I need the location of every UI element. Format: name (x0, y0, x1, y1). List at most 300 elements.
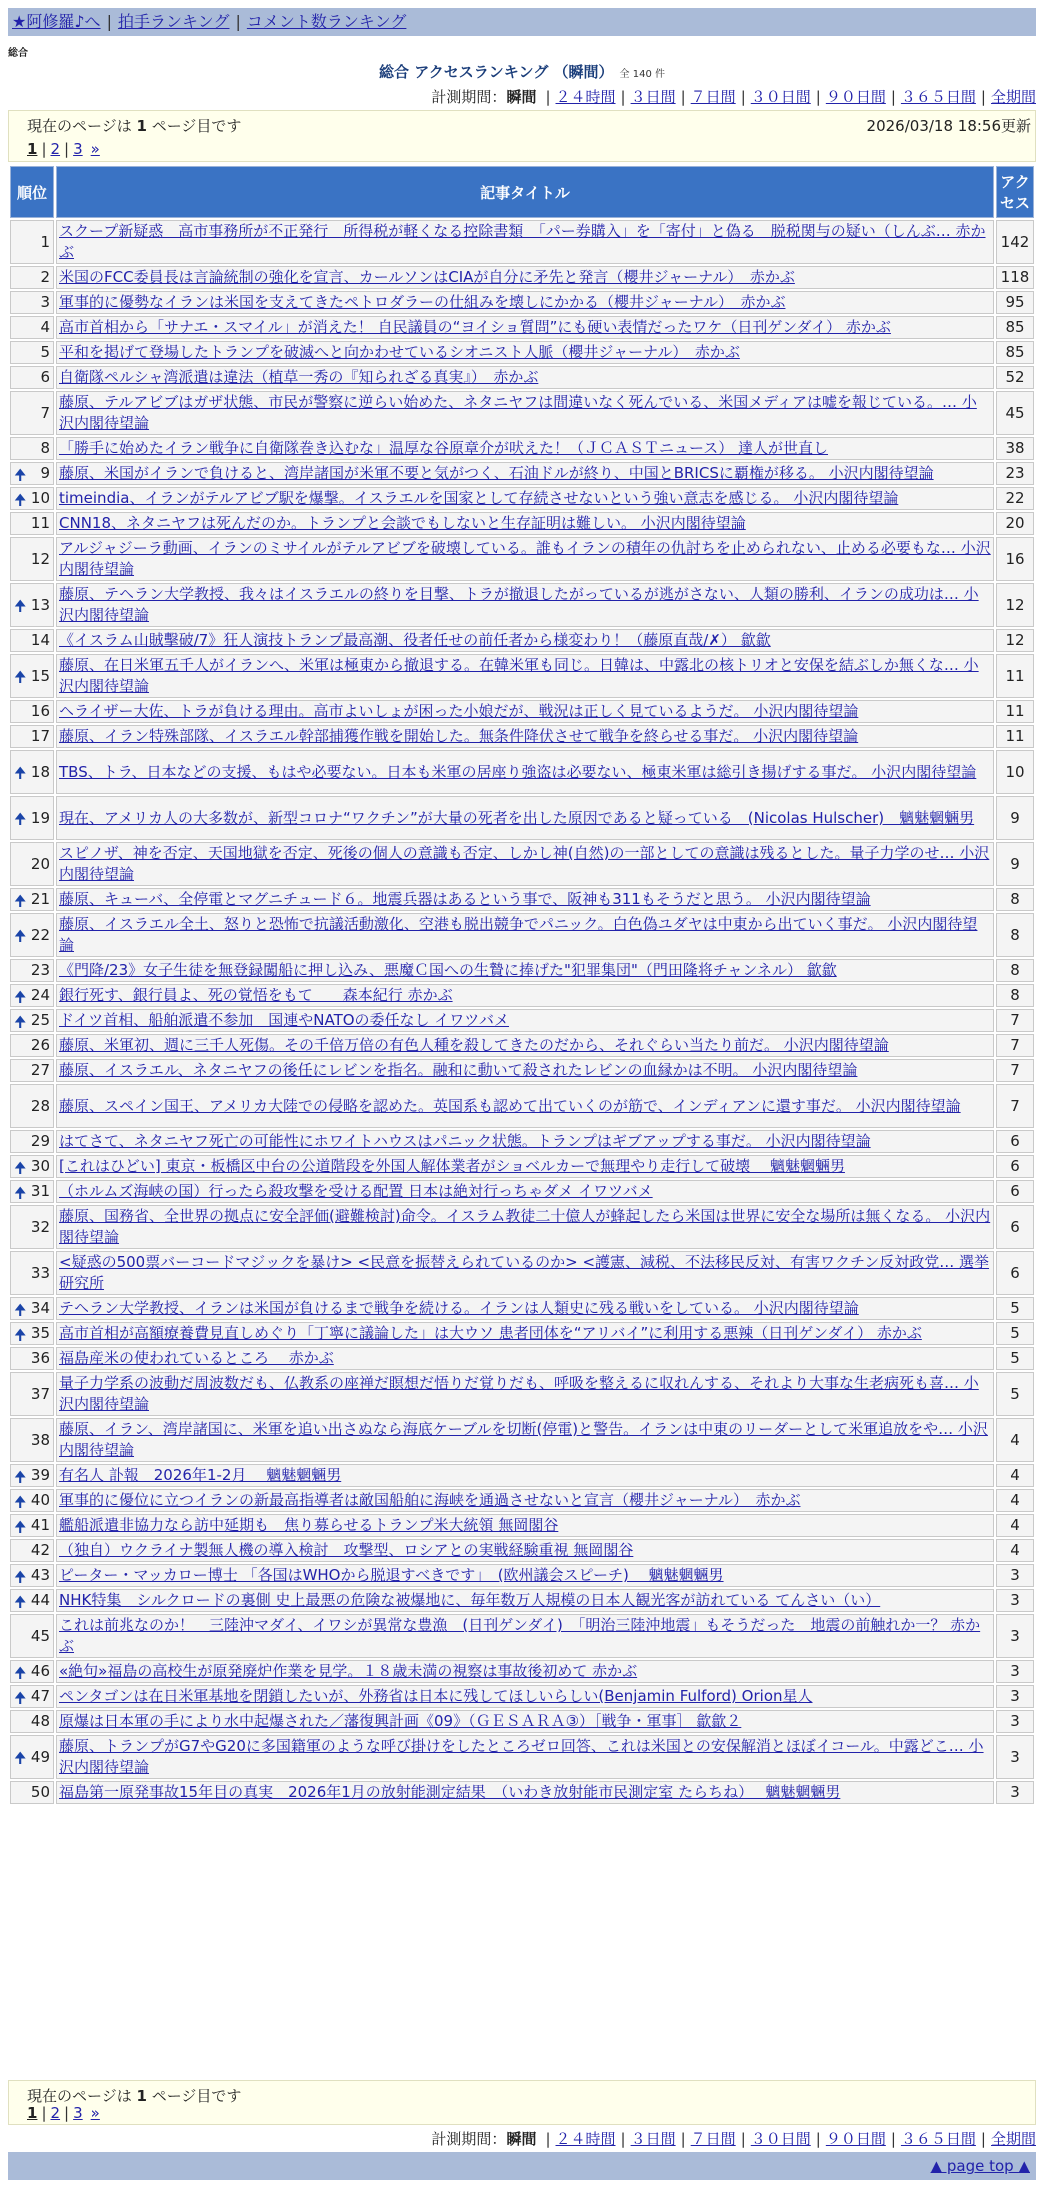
title-cell (56, 512, 994, 535)
rank-number: 25 (30, 1011, 50, 1029)
rank-up-icon: 🠉 (14, 597, 27, 615)
rank-number: 46 (30, 1662, 50, 1680)
table-row (10, 1781, 1034, 1804)
article-title-link[interactable]: 軍事的に優位に立つイランの新最高指導者は敵国船舶に海峡を通過させないと宣言（櫻井ジャーナル） 赤かぶ (59, 1491, 801, 1509)
article-title-link[interactable]: timeindia、イランがテルアビブ駅を爆撃。イスラエルを国家として存続させないという強い意志を感じる。 小沢内閣待望論 (59, 489, 899, 507)
rank-up-icon: 🠉 (14, 1592, 27, 1611)
rank-cell (10, 341, 54, 364)
article-title-link[interactable]: 艦船派遣非協力なら訪中延期も 焦り募らせるトランプ米大統領 無岡閣谷 (59, 1516, 559, 1534)
article-title-link[interactable]: <疑惑の500票バーコードマジックを暴け> <民意を振替えられているのか> <護憲、減税、不法移民反対、有害ワクチン反対政党… 選挙研究所 (59, 1253, 990, 1292)
table-row (10, 629, 1034, 652)
rank-number: 7 (40, 403, 50, 422)
access-count: 85 (996, 316, 1034, 339)
table-row (10, 842, 1034, 886)
period-label: 計測期間： (431, 88, 507, 106)
next-page-link[interactable]: » (90, 2104, 100, 2122)
access-count: 3 (996, 1685, 1034, 1708)
access-count: 8 (996, 984, 1034, 1007)
title-cell (56, 1034, 994, 1057)
page-title (0, 61, 1044, 82)
rank-number: 41 (30, 1516, 50, 1534)
rank-number: 26 (30, 1036, 50, 1054)
rank-number: 6 (40, 368, 50, 386)
article-title-link[interactable]: ピーター・マッカロー博士 「各国はWHOから脱退すべきです」 (欧州議会スピーチ) 魑魅魍魎男 (59, 1566, 724, 1584)
table-row (10, 700, 1034, 723)
rank-cell (10, 1685, 54, 1708)
title-cell (56, 462, 994, 485)
rank-number: 35 (30, 1324, 50, 1342)
table-row (10, 796, 1034, 840)
rank-cell (10, 984, 54, 1007)
pagination-box-bottom (8, 2080, 1036, 2125)
rank-up-icon: 🠉 (14, 810, 27, 828)
table-row (10, 1059, 1034, 1082)
rank-number: 42 (30, 1541, 50, 1559)
access-count: 5 (996, 1297, 1034, 1320)
table-row (10, 1205, 1034, 1249)
table-row (10, 1009, 1034, 1032)
article-title-link[interactable]: 藤原、スペイン国王、アメリカ大陸での侵略を認めた。英国系も認めて出ていくのが筋で、インディアンに還す事だ。 小沢内閣待望論 (59, 1096, 961, 1115)
rank-cell (10, 487, 54, 510)
ranking-table (8, 164, 1036, 1806)
page-links (27, 140, 100, 158)
rank-cell (10, 1155, 54, 1178)
page-link[interactable]: 3 (73, 2104, 83, 2122)
period-option[interactable]: ９０日間 (825, 88, 886, 106)
rank-cell (10, 888, 54, 911)
rank-cell (10, 654, 54, 698)
rank-cell (10, 1589, 54, 1612)
article-title-link[interactable]: TBS、トラ、日本などの支援、もはや必要ない。日本も米軍の居座り強盗は必要ない、極東米軍は総引き揚げする事だ。 小沢内閣待望論 (59, 762, 977, 781)
access-count: 8 (996, 959, 1034, 982)
title-cell (56, 1735, 994, 1779)
rank-up-icon: 🠉 (14, 668, 27, 686)
access-count: 4 (996, 1539, 1034, 1562)
article-title-link[interactable]: 高市首相が高額療養費見直しめぐり「丁寧に議論した」は大ウソ 患者団体を“アリバイ”に利用する悪辣（日刊ゲンダイ） 赤かぶ (59, 1324, 922, 1342)
table-row (10, 1589, 1034, 1612)
article-title-link[interactable]: スクープ新疑惑 高市事務所が不正発行 所得税が軽くなる控除書類 「パー券購入」を「寄付」と偽る 脱税関与の疑い（しんぶ… 赤かぶ (59, 222, 986, 261)
rank-number: 36 (30, 1349, 50, 1367)
table-row (10, 512, 1034, 535)
title-cell (56, 1418, 994, 1462)
article-title-link[interactable]: 福島第一原発事故15年目の真実 2026年1月の放射能測定結果 （いわき放射能市民測定室 たらちね） 魑魅魍魎男 (59, 1783, 841, 1801)
rank-number: 31 (30, 1182, 50, 1200)
article-title-link[interactable]: 藤原、イラン、湾岸諸国に、米軍を追い出さぬなら海底ケーブルを切断(停電)と警告。イランは中東のリーダーとして米軍追放をや… 小沢内閣待望論 (59, 1420, 988, 1459)
rank-number: 5 (40, 343, 50, 361)
access-count: 4 (996, 1464, 1034, 1487)
rank-cell (10, 1180, 54, 1203)
title-cell (56, 1372, 994, 1416)
top-nav-bar (8, 8, 1036, 36)
period-separator: | (545, 2130, 551, 2148)
article-title-link[interactable]: （独自）ウクライナ製無人機の導入検討 攻撃型、ロシアとの実戦経験重視 無岡閣谷 (59, 1541, 634, 1559)
comment-ranking-link[interactable]: コメント数ランキング (246, 12, 407, 31)
rank-number: 34 (30, 1299, 50, 1317)
article-title-link[interactable]: 藤原、テヘラン大学教授、我々はイスラエルの終りを目撃、トラが撤退したがっているが逃がさない、人類の勝利、イランの成功は… 小沢内閣待望論 (59, 585, 979, 624)
page-separator: | (64, 140, 70, 158)
title-cell (56, 1205, 994, 1249)
rank-cell (10, 437, 54, 460)
rank-up-icon: 🠉 (14, 1467, 27, 1486)
rank-cell (10, 1514, 54, 1537)
access-count: 38 (996, 437, 1034, 460)
article-title-link[interactable]: 《門降/23》女子生徒を無登録闖船に押し込み、悪魔Ｃ国への生贄に捧げた"犯罪集団"（門田隆将チャンネル） 歙歙 (59, 961, 837, 979)
article-title-link[interactable]: スピノザ、神を否定、天国地獄を否定、死後の個人の意識も否定、しかし神(自然)の一部としての意識は残るとした。量子力学のせ… 小沢内閣待望論 (59, 844, 990, 883)
article-title-link[interactable]: 藤原、米国がイランで負けると、湾岸諸国が米軍不要と気がつく、石油ドルが終り、中国とBRICSに覇権が移る。 小沢内閣待望論 (59, 464, 934, 482)
table-row (10, 487, 1034, 510)
table-row (10, 1539, 1034, 1562)
title-cell (56, 700, 994, 723)
rank-number: 47 (30, 1687, 50, 1705)
article-title-link[interactable]: CNN18、ネタニヤフは死んだのか。トランプと会談でもしないと生存証明は難しい。 小沢内閣待望論 (59, 514, 746, 532)
article-title-link[interactable]: 藤原、テルアビブはガザ状態、市民が警察に逆らい始めた、ネタニヤフは間違いなく死んでいる、米国メディアは嘘を報じている。… 小沢内閣待望論 (59, 393, 977, 432)
title-cell (56, 984, 994, 1007)
period-option[interactable]: ３０日間 (750, 2130, 811, 2148)
table-row (10, 341, 1034, 364)
article-title-link[interactable]: 《イスラム山賊擊破/7》狂人演技トランプ最高潮、役者任せの前任者から様変わり！（藤原直哉/✗） 歙歙 (59, 631, 771, 649)
rank-number: 39 (30, 1466, 50, 1484)
rank-number: 2 (40, 268, 50, 286)
rank-number: 12 (30, 549, 50, 568)
next-page-link[interactable]: » (90, 140, 100, 158)
nav-separator: | (106, 12, 112, 31)
rank-number: 18 (30, 762, 50, 781)
article-title-link[interactable]: 藤原、イラン特殊部隊、イスラエル幹部捕獲作戦を開始した。無条件降伏させて戦争を終らせる事だ。 小沢内閣待望論 (59, 727, 859, 745)
rank-up-icon: 🠉 (14, 1663, 27, 1682)
rank-cell (10, 1009, 54, 1032)
period-selector-bottom (431, 2128, 1036, 2149)
article-title-link[interactable]: ペンタゴンは在日米軍基地を閉鎖したいが、外務省は日本に残してほしいらしい(Benjamin Fulford) Orion星人 (59, 1687, 813, 1705)
title-cell (56, 959, 994, 982)
period-separator: | (620, 2130, 626, 2148)
article-title-link[interactable]: 有名人 訃報 2026年1-2月 魑魅魍魎男 (59, 1466, 342, 1484)
title-cell (56, 1251, 994, 1295)
period-option[interactable]: ９０日間 (825, 2130, 886, 2148)
period-option[interactable]: 全期間 (990, 88, 1036, 106)
rank-cell (10, 796, 54, 840)
access-count: 52 (996, 366, 1034, 389)
article-title-link[interactable]: ヘライザー大佐、トラが負ける理由。高市よいしょが困った小娘だが、戦況は正しく見ているようだ。 小沢内閣待望論 (59, 702, 859, 720)
table-row (10, 583, 1034, 627)
col-access-header: アクセス (996, 166, 1034, 218)
period-option[interactable]: ３６５日間 (900, 88, 976, 106)
rank-cell (10, 291, 54, 314)
rank-cell (10, 462, 54, 485)
table-row (10, 1489, 1034, 1512)
rank-cell (10, 1347, 54, 1370)
article-title-link[interactable]: 藤原、国務省、全世界の拠点に安全評価(避難検討)命令。イスラム教徒二十億人が蜂起したら米国は世界に安全な場所は無くなる。 小沢内閣待望論 (59, 1207, 991, 1246)
article-title-link[interactable]: 藤原、トランプがG7やG20に多国籍軍のような呼び掛けをしたところゼロ回答、これは米国との安保解消とほぼイコール。中露どこ… 小沢内閣待望論 (59, 1737, 984, 1776)
table-row (10, 537, 1034, 581)
title-cell (56, 1614, 994, 1658)
rank-number: 15 (30, 666, 50, 685)
title-cell (56, 1180, 994, 1203)
rank-cell (10, 1205, 54, 1249)
table-row (10, 1418, 1034, 1462)
rank-cell (10, 583, 54, 627)
period-current: 瞬間 (506, 88, 537, 106)
title-cell (56, 654, 994, 698)
current-page-suffix: ページ目です (151, 2087, 242, 2105)
rank-cell (10, 1130, 54, 1153)
table-row (10, 266, 1034, 289)
period-separator: | (680, 88, 686, 106)
bottom-bar (8, 2152, 1036, 2180)
clap-ranking-link[interactable]: 拍手ランキング (117, 12, 230, 31)
rank-number: 16 (30, 702, 50, 720)
period-option[interactable]: ２４時間 (555, 88, 616, 106)
title-cell (56, 391, 994, 435)
rank-cell (10, 1710, 54, 1733)
rank-number: 4 (40, 318, 50, 336)
page-link[interactable]: 2 (50, 2104, 61, 2122)
article-title-link[interactable]: 福島産米の使われているところ 赤かぶ (59, 1349, 334, 1367)
article-title-link[interactable]: 量子力学系の波動だ周波数だも、仏教系の座禅だ瞑想だ悟りだ覚りだも、呼吸を整えるに収れんする、それより大事な生老病死も喜… 小沢内閣待望論 (59, 1374, 979, 1413)
title-cell (56, 725, 994, 748)
rank-up-icon: 🠉 (14, 490, 27, 509)
rank-number: 9 (40, 464, 50, 482)
access-count: 6 (996, 1205, 1034, 1249)
access-count: 3 (996, 1660, 1034, 1683)
article-title-link[interactable]: はてさて、ネタニヤフ死亡の可能性にホワイトハウスはパニック状態。トランプはギブアップする事だ。 小沢内閣待望論 (59, 1132, 871, 1150)
rank-up-icon: 🠉 (14, 1749, 27, 1767)
table-row (10, 1710, 1034, 1733)
table-row (10, 1347, 1034, 1370)
current-page-prefix: 現在のページは (27, 117, 132, 135)
article-title-link[interactable]: 自衛隊ペルシャ湾派遣は違法（植草一秀の『知られざる真実』） 赤かぶ (59, 368, 539, 386)
table-row (10, 1564, 1034, 1587)
access-count: 7 (996, 1034, 1034, 1057)
access-count: 85 (996, 341, 1034, 364)
period-separator: | (980, 88, 986, 106)
period-option[interactable]: ３０日間 (750, 88, 811, 106)
rank-cell (10, 512, 54, 535)
table-row (10, 750, 1034, 794)
rank-up-icon: 🠉 (14, 1158, 27, 1177)
title-cell (56, 1347, 994, 1370)
title-cell (56, 487, 994, 510)
period-separator: | (890, 88, 896, 106)
period-separator: | (545, 88, 551, 106)
period-separator: | (890, 2130, 896, 2148)
rank-cell (10, 1084, 54, 1128)
title-cell (56, 1589, 994, 1612)
rank-number: 13 (30, 595, 50, 614)
table-row (10, 1130, 1034, 1153)
table-row (10, 654, 1034, 698)
article-title-link[interactable]: 藤原、キューバ、全停電とマグニチュード６。地震兵器はあるという事で、阪神も311もそうだと思う。 小沢内閣待望論 (59, 890, 871, 908)
current-page-text (27, 2085, 241, 2106)
article-title-link[interactable]: 軍事的に優勢なイランは米国を支えてきたペトロダラーの仕組みを壊しにかかる（櫻井ジャーナル） 赤かぶ (59, 293, 786, 311)
title-cell (56, 316, 994, 339)
period-option[interactable]: ７日間 (690, 88, 736, 106)
access-count: 3 (996, 1735, 1034, 1779)
rank-cell (10, 1372, 54, 1416)
table-row (10, 1322, 1034, 1345)
table-row (10, 1180, 1034, 1203)
article-title-link[interactable]: NHK特集 シルクロードの裏側 史上最悪の危険な被爆地に、毎年数万人規模の日本人観光客が訪れている てんさい（い） (59, 1591, 881, 1609)
article-title-link[interactable]: アルジャジーラ動画、イランのミサイルがテルアビブを破壊している。誰もイランの積年の仇討ちを止められない、止める必要もな… 小沢内閣待望論 (59, 539, 991, 578)
access-count: 8 (996, 913, 1034, 957)
rank-cell (10, 366, 54, 389)
rank-number: 50 (30, 1783, 50, 1801)
table-row (10, 291, 1034, 314)
access-count: 3 (996, 1781, 1034, 1804)
access-count: 7 (996, 1009, 1034, 1032)
title-cell (56, 1539, 994, 1562)
article-title-link[interactable]: 現在、アメリカ人の大多数が、新型コロナ“ワクチン”が大量の死者を出した原因であると疑っている (Nicolas Hulscher) 魑魅魍魎男 (59, 808, 975, 827)
article-title-link[interactable]: «絶句»福島の高校生が原発廃炉作業を見学。１８歳未満の視察は事故後初めて 赤かぶ (59, 1662, 638, 1680)
rank-cell (10, 1614, 54, 1658)
article-title-link[interactable]: テヘラン大学教授、イランは米国が負けるまで戦争を続ける。イランは人類史に残る戦いをしている。 小沢内閣待望論 (59, 1299, 859, 1317)
col-title-header: 記事タイトル (56, 166, 994, 218)
rank-up-icon: 🠉 (14, 1567, 27, 1586)
title-cell (56, 1564, 994, 1587)
access-count: 3 (996, 1614, 1034, 1658)
rank-up-icon: 🠉 (14, 1325, 27, 1344)
page-separator: | (41, 140, 47, 158)
access-count: 5 (996, 1322, 1034, 1345)
home-link[interactable]: ★阿修羅♪へ (12, 12, 101, 31)
access-count: 23 (996, 462, 1034, 485)
period-option[interactable]: ３６５日間 (900, 2130, 976, 2148)
rank-cell (10, 266, 54, 289)
title-cell (56, 1084, 994, 1128)
title-cell (56, 1130, 994, 1153)
rank-up-icon: 🠉 (14, 1012, 27, 1031)
rank-cell (10, 1297, 54, 1320)
rank-cell (10, 1564, 54, 1587)
rank-cell (10, 1251, 54, 1295)
article-title-link[interactable]: [これはひどい] 東京・板橋区中台の公道階段を外国人解体業者がショベルカーで無理やり走行して破壊 魑魅魍魎男 (59, 1157, 845, 1175)
title-cell (56, 437, 994, 460)
access-count: 12 (996, 629, 1034, 652)
table-row (10, 725, 1034, 748)
rank-number: 11 (30, 514, 50, 532)
rank-number: 29 (30, 1132, 50, 1150)
period-option[interactable]: 全期間 (990, 2130, 1036, 2148)
access-count: 6 (996, 1180, 1034, 1203)
current-page-number: 1 (136, 117, 147, 135)
period-separator: | (815, 88, 821, 106)
article-title-link[interactable]: 「勝手に始めたイラン戦争に自衛隊巻き込むな」温厚な谷原章介が吠えた！（ＪＣＡＳＴニュース） 達人が世直し (59, 439, 829, 457)
article-title-link[interactable]: 藤原、イスラエル全土、怒りと恐怖で抗議活動激化、空港も脱出競争でパニック。白色偽ユダヤは中東から出ていく事だ。 小沢内閣待望論 (59, 915, 978, 954)
page-link[interactable]: 3 (73, 140, 83, 158)
rank-cell (10, 1059, 54, 1082)
page-link[interactable]: 2 (50, 140, 61, 158)
access-count: 45 (996, 391, 1034, 435)
table-row (10, 1685, 1034, 1708)
rank-number: 30 (30, 1157, 50, 1175)
access-count: 3 (996, 1589, 1034, 1612)
table-row (10, 220, 1034, 264)
period-label: 計測期間： (431, 2130, 507, 2148)
access-count: 3 (996, 1710, 1034, 1733)
access-count: 12 (996, 583, 1034, 627)
rank-cell (10, 316, 54, 339)
access-count: 20 (996, 512, 1034, 535)
rank-cell (10, 700, 54, 723)
period-option[interactable]: ３日間 (630, 2130, 676, 2148)
access-count: 9 (996, 842, 1034, 886)
table-row (10, 1297, 1034, 1320)
rank-number: 24 (30, 986, 50, 1004)
title-cell (56, 1489, 994, 1512)
access-count: 6 (996, 1155, 1034, 1178)
access-count: 118 (996, 266, 1034, 289)
period-selector (431, 86, 1036, 107)
table-row (10, 1155, 1034, 1178)
rank-number: 14 (30, 631, 50, 649)
current-page-number: 1 (136, 2087, 147, 2105)
article-title-link[interactable]: これは前兆なのか！ 三陸沖マダイ、イワシが異常な豊漁 (日刊ゲンダイ) 「明治三陸沖地震」もそうだった 地震の前触れか一？ 赤かぶ (59, 1616, 981, 1655)
article-title-link[interactable]: 原爆は日本軍の手により水中起爆された／藩復興計画《09》（ＧＥＳＡＲＡ③）［戦争・軍事］ 歙歙２ (59, 1712, 742, 1730)
access-count: 5 (996, 1347, 1034, 1370)
period-option[interactable]: ７日間 (690, 2130, 736, 2148)
table-row (10, 391, 1034, 435)
category-label: 総合 (8, 48, 28, 59)
access-count: 4 (996, 1418, 1034, 1462)
article-title-link[interactable]: 藤原、米軍初、週に三千人死傷。その千倍万倍の有色人種を殺してきたのだから、それぐらい当たり前だ。 小沢内閣待望論 (59, 1036, 889, 1054)
rank-cell (10, 220, 54, 264)
rank-number: 37 (30, 1384, 50, 1403)
rank-number: 44 (30, 1591, 50, 1609)
current-page-text (27, 115, 241, 136)
title-cell (56, 796, 994, 840)
article-title-link[interactable]: 米国のFCC委員長は言論統制の強化を宣言、カールソンはCIAが自分に矛先と発言（櫻井ジャーナル） 赤かぶ (59, 268, 795, 286)
period-separator: | (815, 2130, 821, 2148)
article-title-link[interactable]: 銀行死す、銀行員よ、死の覚悟をもて 森本紀行 赤かぶ (59, 986, 453, 1004)
rank-number: 19 (30, 808, 50, 827)
rank-up-icon: 🠉 (14, 1688, 27, 1707)
period-option[interactable]: ３日間 (630, 88, 676, 106)
rank-number: 10 (30, 489, 50, 507)
access-count: 6 (996, 1130, 1034, 1153)
title-cell (56, 1297, 994, 1320)
table-row (10, 913, 1034, 957)
access-count: 5 (996, 1372, 1034, 1416)
total-count: 全 140 件 (619, 69, 665, 80)
page-link-current: 1 (27, 140, 38, 158)
table-row (10, 1514, 1034, 1537)
table-row (10, 1034, 1034, 1057)
title-cell (56, 537, 994, 581)
rank-cell (10, 959, 54, 982)
period-option[interactable]: ２４時間 (555, 2130, 616, 2148)
rank-up-icon: 🠉 (14, 891, 27, 910)
rank-number: 40 (30, 1491, 50, 1509)
title-cell (56, 1009, 994, 1032)
period-separator: | (980, 2130, 986, 2148)
current-page-suffix: ページ目です (151, 117, 242, 135)
article-title-link[interactable]: 藤原、イスラエル、ネタニヤフの後任にレビンを指名。融和に動いて殺されたレビンの血縁かは不明。 小沢内閣待望論 (59, 1061, 858, 1079)
article-title-link[interactable]: ドイツ首相、船舶派遣不参加 国連やNATOの委任なし イワツバメ (59, 1011, 510, 1029)
rank-up-icon: 🠉 (14, 927, 27, 945)
page-top-link[interactable]: ▲ page top ▲ (930, 2157, 1030, 2175)
title-cell (56, 1322, 994, 1345)
article-title-link[interactable]: （ホルムズ海峡の国）行ったら殺攻撃を受ける配置 日本は絶対行っちゃダメ イワツバメ (59, 1182, 653, 1200)
article-title-link[interactable]: 藤原、在日米軍五千人がイランへ、米軍は極東から撤退する。在韓米軍も同じ。日韓は、中露北の核トリオと安保を結ぶしか無くな… 小沢内閣待望論 (59, 656, 979, 695)
access-count: 7 (996, 1084, 1034, 1128)
page-separator: | (41, 2104, 47, 2122)
rank-number: 27 (30, 1061, 50, 1079)
article-title-link[interactable]: 平和を掲げて登場したトランプを破滅へと向かわせているシオニスト人脈（櫻井ジャーナル） 赤かぶ (59, 343, 740, 361)
table-row (10, 959, 1034, 982)
table-row (10, 1464, 1034, 1487)
rank-number: 1 (40, 232, 50, 251)
article-title-link[interactable]: 高市首相から「サナエ・スマイル」が消えた！ 自民議員の“ヨイショ質問”にも硬い表情だったワケ（日刊ゲンダイ） 赤かぶ (59, 318, 891, 336)
title-cell (56, 583, 994, 627)
